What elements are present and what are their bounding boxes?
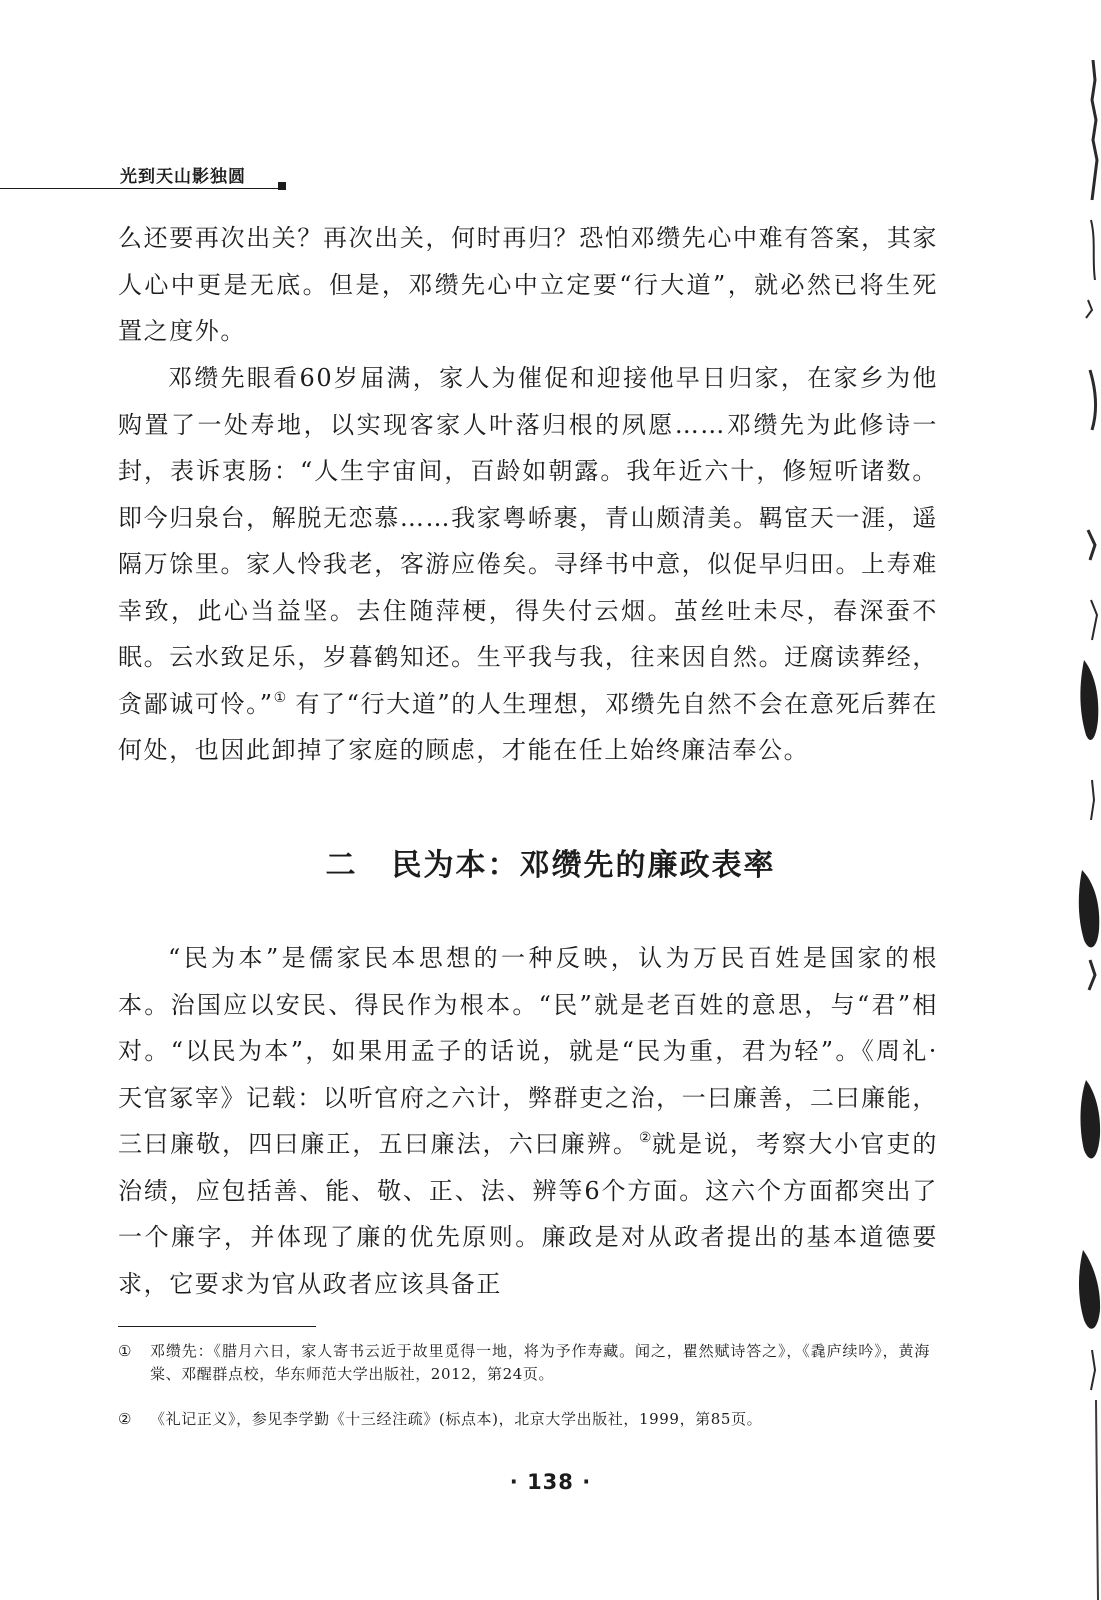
paragraph-2-text: 邓缵先眼看60岁届满，家人为催促和迎接他早日归家，在家乡为他购置了一处寿地，以实现客家人叶落归根的夙愿……邓缵先为此修诗一封，表诉衷肠：“人生宇宙间，百龄如朝露。我年近六十，修短听诸数。即今归泉台，解脱无恋慕……我家粤峤裹，青山颇清美。羁宦天一涯，遥隔万馀里。家人怜我老，客游应倦矣。寻绎书中意，似促早归田。上寿难幸致，此心当益坚。去住随萍梗，得失付云烟。茧丝吐未尽，春深蚕不眠。云水致足乐，岁暮鹤知还。生平我与我，往来因自然。迂腐读葬经，贪鄙诚可怜。” [118,364,938,718]
paragraph-3-text: “民为本”是儒家民本思想的一种反映，认为万民百姓是国家的根本。治国应以安民、得民作为根本。“民”就是老百姓的意思，与“君”相对。“以民为本”，如果用孟子的话说，就是“民为重，君为轻”。《周礼·天官冢宰》记载：以听官府之六计，弊群吏之治，一曰廉善，二曰廉能，三曰廉敬，四曰廉正，五曰廉法，六曰廉辨。 [118,944,938,1158]
footnote-2-marker: ② [118,1410,133,1428]
paragraph-2 [118,355,938,774]
section-title: 民为本：邓缵先的廉政表率 [391,848,776,883]
footnote-1 [118,1340,930,1386]
page-number: · 138 · [509,1470,592,1494]
footnote-1-text: 邓缵先：《腊月六日，家人寄书云近于故里觅得一地，将为予作寿藏。闻之，瞿然赋诗答之》，《毳庐续吟》，黄海棠、邓醒群点校，华东师范大学出版社，2012，第24页。 [150,1342,930,1383]
scan-binding-edge [1062,0,1101,1600]
footnote-ref-1[interactable]: ① [273,689,287,706]
running-header-square-icon [278,182,286,190]
paragraph-1-text: 么还要再次出关？再次出关，何时再归？恐怕邓缵先心中难有答案，其家人心中更是无底。但是，邓缵先心中立定要“行大道”，就必然已将生死置之度外。 [118,224,938,345]
paragraph-3 [118,935,938,1307]
footnote-ref-2[interactable]: ② [638,1130,652,1146]
footnote-divider [118,1326,316,1327]
paragraph-3-text-cont: 就是说，考察大小官吏的治绩，应包括善、能、敬、正、法、辨等6个方面。这六个方面都突出了一个廉字，并体现了廉的优先原则。廉政是对从政者提出的基本道德要求，它要求为官从政者应该具备正 [118,1130,938,1298]
footnote-1-marker: ① [118,1342,133,1360]
running-header [0,162,290,192]
running-header-title: 光到天山影独圆 [120,167,246,187]
paragraph-2-text-cont: 有了“行大道”的人生理想，邓缵先自然不会在意死后葬在何处，也因此卸掉了家庭的顾虑，才能在任上始终廉洁奉公。 [118,689,938,764]
section-heading [0,840,1101,884]
running-header-rule [0,188,280,189]
paragraph-1 [118,215,938,355]
section-number: 二 [325,848,358,883]
footnote-2 [118,1408,930,1431]
footnote-2-text: 《礼记正义》，参见李学勤《十三经注疏》(标点本)，北京大学出版社，1999，第85页。 [150,1410,763,1428]
